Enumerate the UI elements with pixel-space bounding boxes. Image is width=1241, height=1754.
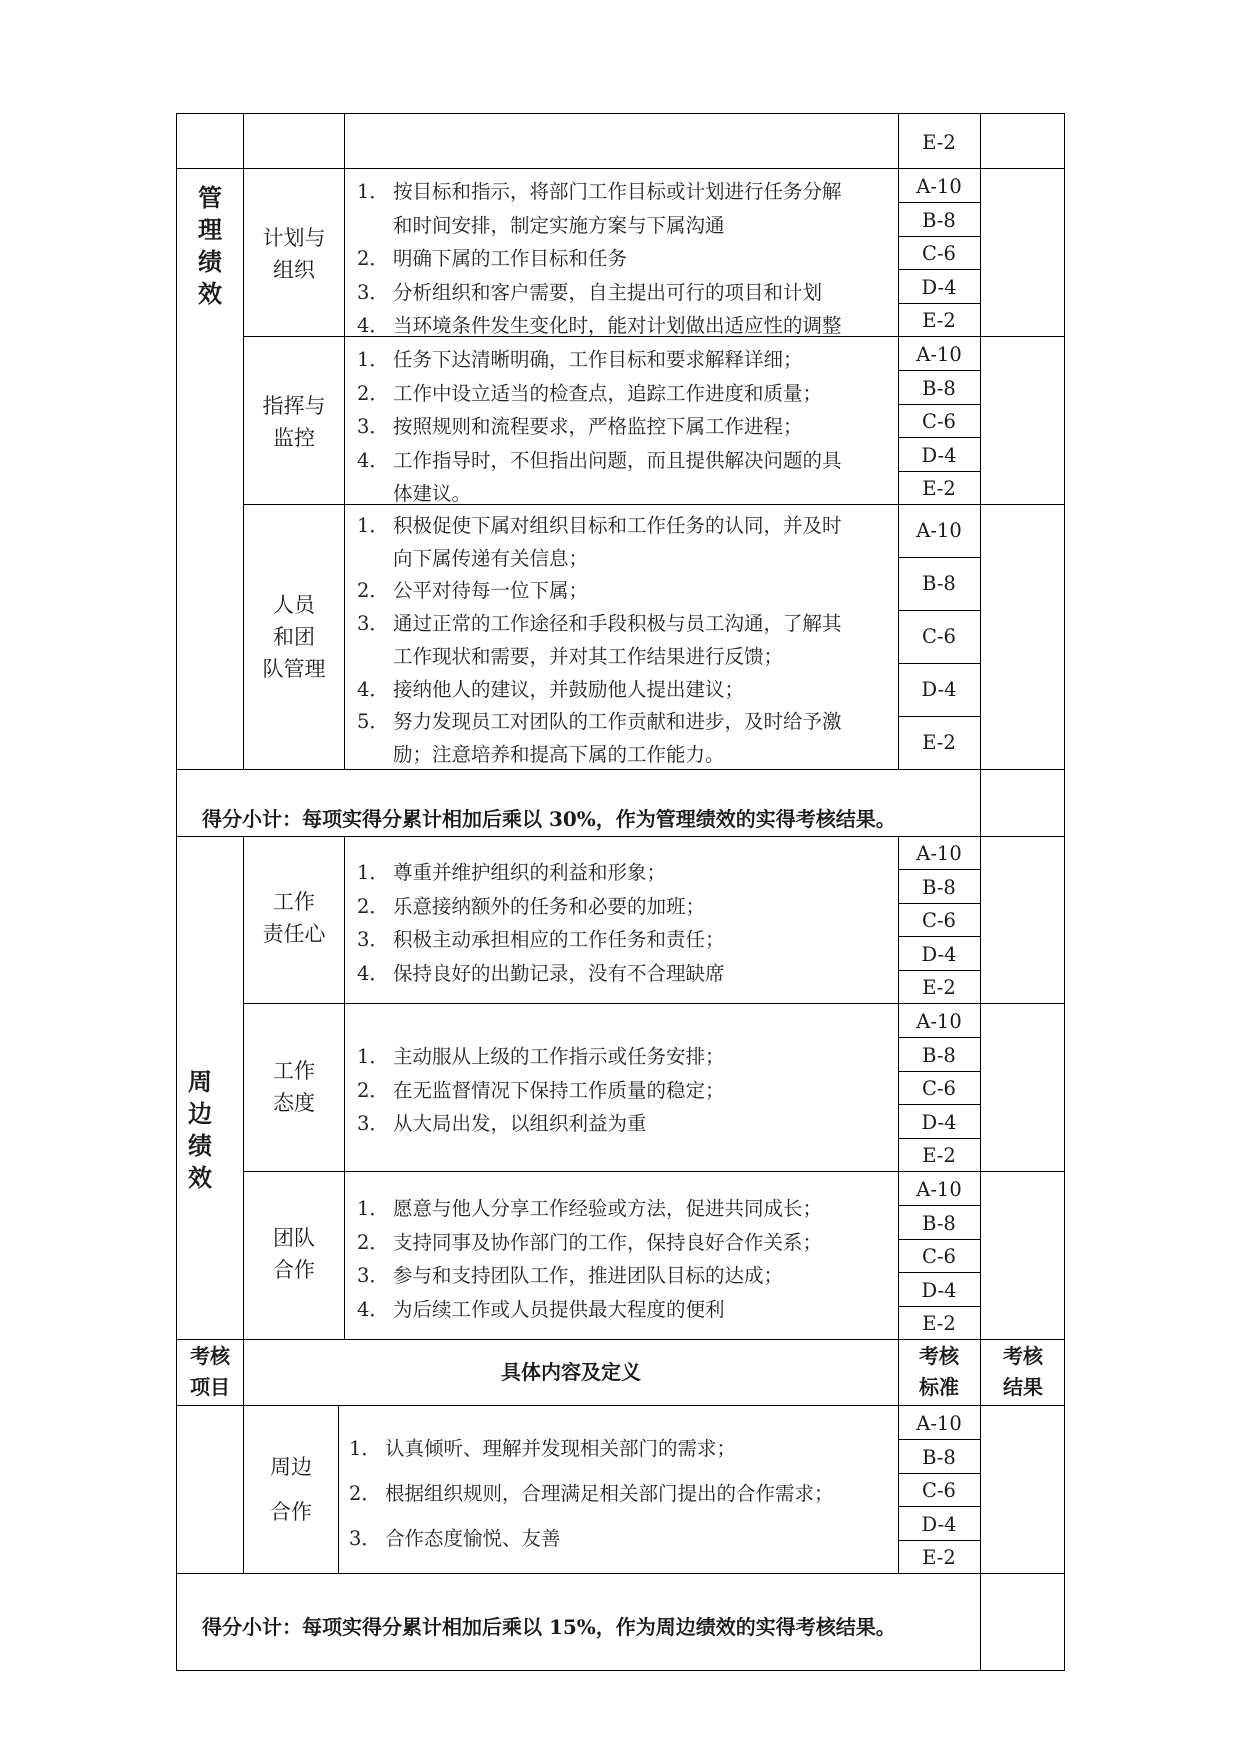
grade-divider — [898, 557, 980, 558]
content-line: 励；注意培养和提高下属的工作能力。 — [393, 742, 725, 766]
sub-item-attitude: 工作 态度 — [273, 1059, 315, 1115]
content-line: 3． 通过正常的工作途径和手段积极与员工沟通，了解其 — [357, 612, 842, 636]
grade-c: C-6 — [922, 242, 956, 265]
subtotal-peripheral: 得分小计：每项实得分累计相加后乘以 15%，作为周边绩效的实得考核结果。 — [202, 1615, 896, 1639]
content-line: 1． 尊重并维护组织的利益和形象； — [357, 861, 667, 884]
content-line: 4． 为后续工作或人员提供最大程度的便利 — [357, 1297, 725, 1321]
grade-b: B-8 — [922, 209, 956, 232]
grade-e: E-2 — [922, 1546, 956, 1569]
grade-b: B-8 — [922, 876, 956, 899]
content-line: 向下属传递有关信息； — [393, 546, 589, 570]
grade-e: E-2 — [922, 309, 956, 332]
content-line: 1． 主动服从上级的工作指示或任务安排； — [357, 1045, 725, 1068]
column-border — [344, 113, 345, 770]
content-teamwork — [357, 1192, 822, 1326]
content-line: 体建议。 — [393, 482, 472, 505]
content-line: 1． 认真倾听、理解并发现相关部门的需求； — [349, 1437, 737, 1460]
content-line: 2． 明确下属的工作目标和任务 — [357, 247, 628, 270]
grade-d: D-4 — [921, 678, 957, 701]
grade-e: E-2 — [922, 1312, 956, 1335]
grade-a: A-10 — [916, 1412, 962, 1435]
grade-label: E-2 — [922, 131, 956, 154]
sub-item-cooperation: 周边 合作 — [270, 1455, 312, 1524]
grade-divider — [898, 716, 980, 717]
row-divider — [176, 168, 1065, 169]
table-border-bottom — [176, 1670, 1065, 1671]
sub-item-directing: 指挥与 监控 — [262, 394, 326, 450]
table-border-top — [176, 113, 1065, 114]
grade-a: A-10 — [916, 175, 962, 198]
content-line: 2． 支持同事及协作部门的工作，保持良好合作关系； — [357, 1230, 823, 1254]
grade-b: B-8 — [922, 572, 956, 595]
grade-c: C-6 — [922, 410, 956, 433]
subtotal-management: 得分小计：每项实得分累计相加后乘以 30%，作为管理绩效的实得考核结果。 — [202, 807, 896, 831]
grade-a: A-10 — [916, 1178, 962, 1201]
content-line: 和时间安排，制定实施方案与下属沟通 — [393, 213, 725, 237]
grade-b: B-8 — [922, 377, 956, 400]
content-line: 3． 分析组织和客户需要，自主提出可行的项目和计划 — [357, 280, 823, 304]
grade-c: C-6 — [922, 625, 956, 648]
grade-divider — [898, 663, 980, 664]
grade-b: B-8 — [922, 1044, 956, 1067]
grade-d: D-4 — [921, 276, 957, 299]
content-line: 3． 参与和支持团队工作，推进团队目标的达成； — [357, 1264, 784, 1287]
sub-item-planning: 计划与 组织 — [262, 226, 326, 282]
result-column-border — [980, 113, 981, 1671]
header-result: 考核 结果 — [1003, 1344, 1043, 1399]
grade-e: E-2 — [922, 477, 956, 500]
grade-b: B-8 — [922, 1212, 956, 1235]
content-line: 4． 保持良好的出勤记录，没有不合理缺席 — [357, 961, 725, 985]
row-divider — [176, 1405, 1065, 1406]
grade-a: A-10 — [916, 519, 962, 542]
content-line: 工作现状和需要，并对其工作结果进行反馈； — [393, 644, 784, 668]
table-border-right — [1064, 113, 1065, 1671]
content-line: 1． 愿意与他人分享工作经验或方法，促进共同成长； — [357, 1197, 823, 1220]
table-border-left — [176, 113, 177, 1671]
content-line: 4． 工作指导时，不但指出问题，而且提供解决问题的具 — [357, 448, 842, 472]
content-attitude — [357, 1040, 725, 1141]
sub-item-teamwork: 团队 合作 — [273, 1226, 315, 1282]
grade-c: C-6 — [922, 1479, 956, 1502]
grade-d: D-4 — [921, 1279, 957, 1302]
content-line: 4． 接纳他人的建议，并鼓励他人提出建议； — [357, 677, 745, 701]
header-content: 具体内容及定义 — [501, 1360, 641, 1384]
grade-e: E-2 — [922, 731, 956, 754]
grade-e: E-2 — [922, 1144, 956, 1167]
grade-d: D-4 — [921, 943, 957, 966]
content-line: 2． 乐意接纳额外的任务和必要的加班； — [357, 894, 706, 918]
content-line: 2． 根据组织规则，合理满足相关部门提出的合作需求； — [349, 1482, 834, 1505]
content-line: 5． 努力发现员工对团队的工作贡献和进步，及时给予激 — [357, 710, 842, 734]
grade-divider — [898, 610, 980, 611]
grade-b: B-8 — [922, 1446, 956, 1469]
column-border — [338, 1405, 339, 1573]
column-border — [344, 836, 345, 1340]
category-management: 管 理 绩 效 — [198, 183, 222, 308]
content-line: 2． 在无监督情况下保持工作质量的稳定； — [357, 1078, 725, 1102]
content-cooperation — [349, 1426, 834, 1561]
grade-d: D-4 — [921, 1111, 957, 1134]
content-people-team — [357, 510, 842, 772]
content-line: 2． 工作中设立适当的检查点，追踪工作进度和质量； — [357, 381, 823, 405]
content-line: 2． 公平对待每一位下属； — [357, 579, 589, 603]
content-line: 3． 按照规则和流程要求，严格监控下属工作进程； — [357, 415, 803, 438]
grade-a: A-10 — [916, 1010, 962, 1033]
sub-item-responsibility: 工作 责任心 — [262, 890, 326, 946]
content-planning — [357, 175, 842, 343]
grade-c: C-6 — [922, 1077, 956, 1100]
header-standard: 考核 标准 — [919, 1344, 959, 1399]
grade-c: C-6 — [922, 909, 956, 932]
grade-e: E-2 — [922, 976, 956, 999]
content-line: 4． 当环境条件发生变化时，能对计划做出适应性的调整 — [357, 314, 842, 337]
grade-c: C-6 — [922, 1245, 956, 1268]
header-item: 考核 项目 — [190, 1344, 230, 1399]
grade-d: D-4 — [921, 1513, 957, 1536]
content-line: 3． 从大局出发，以组织利益为重 — [357, 1112, 647, 1135]
content-responsibility — [357, 856, 725, 990]
grade-d: D-4 — [921, 444, 957, 467]
content-line: 1． 积极促使下属对组织目标和工作任务的认同，并及时 — [357, 514, 842, 537]
grade-a: A-10 — [916, 343, 962, 366]
grade-a: A-10 — [916, 842, 962, 865]
content-line: 3． 积极主动承担相应的工作任务和责任； — [357, 928, 725, 951]
content-directing — [357, 343, 842, 511]
sub-item-people-team: 人员 和团 队管理 — [262, 593, 326, 681]
content-line: 3． 合作态度愉悦、友善 — [349, 1527, 561, 1550]
category-peripheral: 周 边 绩 效 — [188, 1067, 212, 1192]
content-line: 1． 按目标和指示，将部门工作目标或计划进行任务分解 — [357, 180, 842, 203]
content-line: 1． 任务下达清晰明确，工作目标和要求解释详细； — [357, 348, 803, 371]
